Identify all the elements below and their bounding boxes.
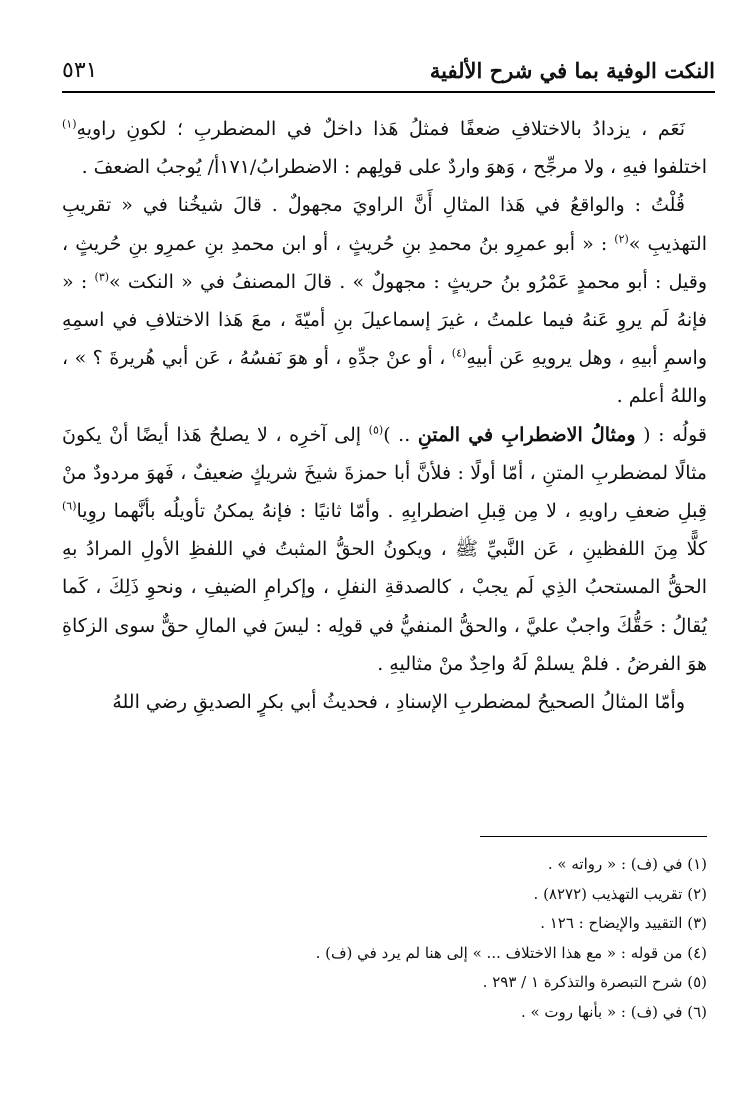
main-text: [62, 110, 707, 721]
footnotes: [62, 850, 707, 1027]
footnote-5: (٥) شرح التبصرة والتذكرة ١ / ٢٩٣ .: [482, 973, 707, 991]
page-header: [62, 52, 715, 88]
paragraph-2-text-b: : « أبو عمرِو بنُ محمدِ بنِ حُريثٍ ، أو ابن محمدِ بنِ عمرِو بنِ حُريثٍ ، وقيل : أبو محمدٍ عَمْرُو بنُ حريثٍ : مجهولٌ » . قالَ المصنفُ في « النكت »: [62, 232, 707, 293]
paragraph-3: [62, 416, 707, 683]
paragraph-3-text-c: كلًّا مِنَ اللفظينِ ، عَن النَّبيِّ ﷺ ، ويكونُ الحقُّ المثبتُ في اللفظِ الأولِ المرادُ بهِ الحقُّ المستحبُ الذِي لَم يجبْ ، كالصدقةِ النفلِ ، وإكرامِ الضيفِ ، ونحوِ ذَلِكَ ، كَما يُقالُ : حَقُّكَ واجبٌ عليَّ ، والحقُّ المنفيُّ في قولِه : ليسَ في المالِ حقٌّ سوى الزكاةِ هوَ الفرضُ . فلمْ يسلمْ لَهُ واحِدٌ منْ مثاليهِ .: [62, 538, 707, 675]
footnote-6: (٦) في (ف) : « بأنها روت » .: [520, 1002, 707, 1021]
footnote-ref-2: (٢): [614, 232, 629, 246]
header-rule: [62, 91, 715, 93]
paragraph-4: وأمّا المثالُ الصحيحُ لمضطربِ الإسنادِ ، فحديثُ أبي بكرٍ الصديقِ رضي اللهُ: [112, 691, 685, 714]
paragraph-3-text-b: إلى آخرِه ، لا يصلحُ هَذا أيضًا أنْ يكونَ مثالًا لمضطربِ المتنِ ، أمّا أولًا : فلأنَّ أبا حمزةَ شيخَ شريكٍ ضعيفٌ ، فَهوَ مردودٌ منْ قِبلِ ضعفِ راويهِ ، لا مِن قِبلِ اضطرابِهِ . وأمّا ثانيًا : فإنهُ يمكنُ تأويلُه بأنَّهما روِيا: [62, 423, 707, 523]
paragraph-2-text-a: قُلْتُ : والواقعُ في هَذا المثالِ أَنَّ الراويَ مجهولٌ . قالَ شيخُنا في « تقريبِ التهذيبِ »: [62, 194, 707, 255]
footnote-ref-5: (٥): [368, 423, 384, 437]
footnote-4: (٤) من قوله : « مع هذا الاختلاف ... » إلى هنا لم يرد في (ف) .: [315, 943, 707, 962]
paragraph-1: [62, 110, 707, 186]
footnote-1: (١) في (ف) : « رواته » .: [547, 855, 707, 873]
page-number: ٥٣١: [62, 57, 98, 83]
footnote-ref-3: (٣): [94, 270, 110, 284]
paragraph-2-text-d: ، أو عنْ جدِّهِ ، أو هوَ نَفسُهُ ، عَن أبي هُريرةَ ؟ » ، واللهُ أعلم .: [62, 347, 707, 408]
quoted-heading: ومثالُ الاضطرابِ في المتنِ: [417, 423, 636, 446]
footnote-ref-1: (١): [62, 117, 77, 131]
paragraph-3-text-a: .. ): [383, 423, 418, 446]
paragraph-1-text-a: نَعَم ، يزدادُ بالاختلافِ ضعفًا فمثلُ هَذا داخلٌ في المضطربِ ؛ لكونِ راويهِ: [76, 118, 685, 140]
running-title: النكت الوفية بما في شرح الألفية: [429, 57, 715, 83]
paragraph-3-lead: قولُه : (: [635, 423, 707, 446]
paragraph-2-text-c: : « فإنهُ لَم يروِ عَنهُ فيما علمتُ ، غيرَ إسماعيلَ بنِ أميّةَ ، معَ هَذا الاختلافِ في اسمِهِ واسمِ أبيهِ ، وهل يرويهِ عَن أبيهِ: [62, 270, 707, 370]
footnote-ref-6: (٦): [62, 499, 77, 513]
footnote-ref-4: (٤): [451, 346, 467, 360]
paragraph-1-text-b: اختلفوا فيهِ ، ولا مرجِّح ، وَهوَ واردٌ على قولِهم : الاضطرابُ/١٧١أ/ يُوجبُ الضعفَ .: [81, 156, 707, 179]
footnote-separator: [480, 836, 707, 837]
footnote-2: (٢) تقريب التهذيب (٨٢٧٢) .: [533, 884, 707, 903]
paragraph-2: [62, 186, 707, 415]
footnote-3: (٣) التقييد والإيضاح : ١٢٦ .: [540, 914, 707, 932]
